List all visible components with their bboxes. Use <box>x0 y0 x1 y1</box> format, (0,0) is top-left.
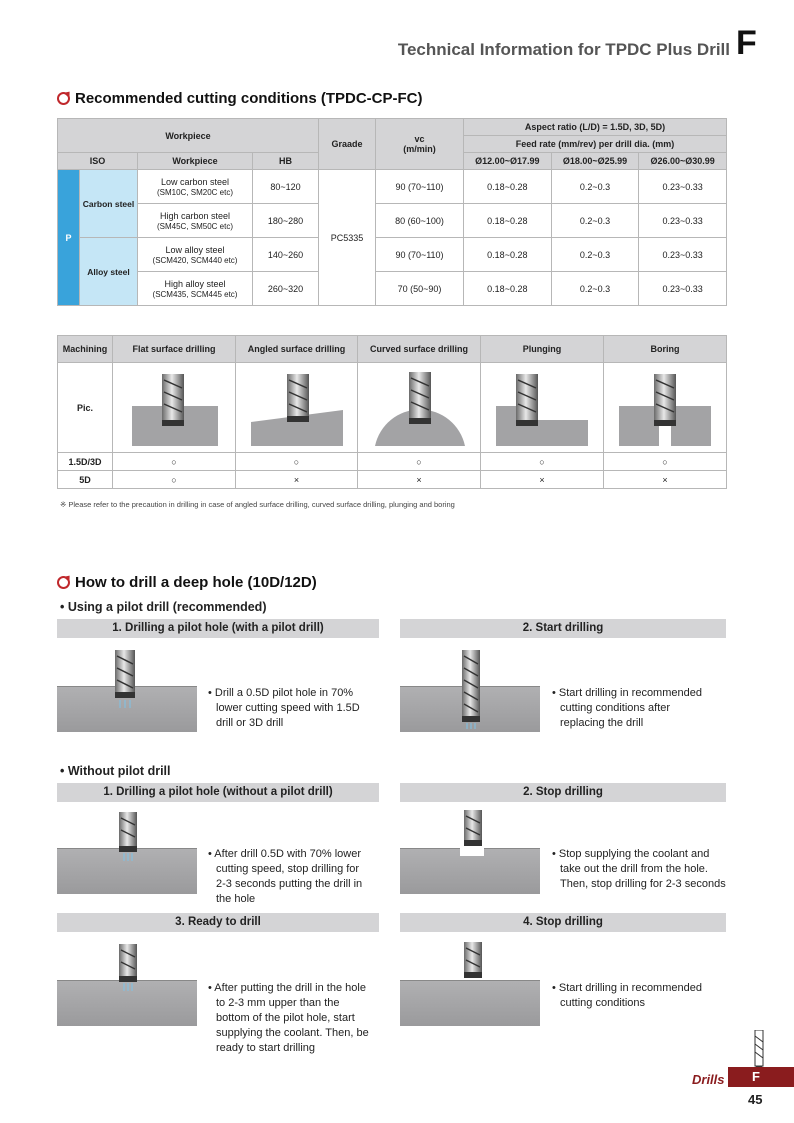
vc-cell: 70 (50~90) <box>376 272 464 306</box>
angled-drilling-image <box>236 363 358 453</box>
drill-image <box>110 650 140 710</box>
table-row <box>58 272 727 306</box>
feed-cell: 0.2~0.3 <box>551 170 639 204</box>
feed-cell: 0.18~0.28 <box>464 204 552 238</box>
step-bar: 3. Ready to drill <box>57 913 379 932</box>
feed-cell: 0.23~0.33 <box>639 204 727 238</box>
step-bar: 1. Drilling a pilot hole (without a pilot drill) <box>57 783 379 802</box>
table-row <box>58 238 727 272</box>
feed-cell: 0.23~0.33 <box>639 170 727 204</box>
step-bar: 1. Drilling a pilot hole (with a pilot drill) <box>57 619 379 638</box>
boring-image <box>604 363 727 453</box>
feed-cell: 0.23~0.33 <box>639 272 727 306</box>
th-workpiece-name: Workpiece <box>138 153 253 170</box>
step-note: • After drill 0.5D with 70% lower cutting speed, stop drilling for 2-3 seconds putting the drill in the hole <box>208 848 363 905</box>
page-number: 45 <box>748 1092 763 1107</box>
footer-section: Drills <box>692 1072 725 1087</box>
iso-p-cell: P <box>58 170 80 306</box>
drill-image <box>115 812 141 862</box>
table-row: 5D ○ × × × × <box>58 471 727 489</box>
th-flat: Flat surface drilling <box>113 336 236 363</box>
step-bar: 4. Stop drilling <box>400 913 726 932</box>
cutting-conditions-table <box>57 118 727 306</box>
table-row: 1.5D/3D ○ ○ ○ ○ ○ <box>58 453 727 471</box>
workpiece-cell: Low alloy steel (SCM420, SCM440 etc) <box>138 238 253 272</box>
feed-cell: 0.2~0.3 <box>551 204 639 238</box>
th-dia-3: Ø26.00~Ø30.99 <box>639 153 727 170</box>
drill-tab-icon <box>752 1030 766 1070</box>
alloy-steel-cell: Alloy steel <box>80 238 138 306</box>
th-vc: vc (m/min) <box>376 119 464 170</box>
th-dia-1: Ø12.00~Ø17.99 <box>464 153 552 170</box>
drill-image <box>456 650 486 730</box>
drill-image <box>115 944 141 992</box>
step-bar: 2. Start drilling <box>400 619 726 638</box>
drill-image <box>460 942 486 986</box>
th-feed: Feed rate (mm/rev) per drill dia. (mm) <box>464 136 727 153</box>
machining-table <box>57 335 727 489</box>
plunging-image <box>481 363 604 453</box>
step-note: • Start drilling in recommended cutting conditions after replacing the drill <box>552 687 702 729</box>
table-note: ※ Please refer to the precaution in drilling in case of angled surface drilling, curved surface drilling, plunging and boring <box>60 500 455 509</box>
subsection-no-pilot: • Without pilot drill <box>60 764 171 778</box>
section-title-deep-hole: How to drill a deep hole (10D/12D) <box>57 574 317 591</box>
feed-cell: 0.18~0.28 <box>464 272 552 306</box>
drill-image <box>460 810 486 854</box>
th-machining: Machining <box>58 336 113 363</box>
carbon-steel-cell: Carbon steel <box>80 170 138 238</box>
table-row <box>58 170 727 204</box>
pic-label: Pic. <box>58 363 113 453</box>
footer-tab: F <box>728 1067 794 1087</box>
step-bar: 2. Stop drilling <box>400 783 726 802</box>
step-note: • Start drilling in recommended cutting conditions <box>552 982 702 1009</box>
hb-cell: 260~320 <box>253 272 319 306</box>
feed-cell: 0.2~0.3 <box>551 238 639 272</box>
step-note: • After putting the drill in the hole to 2-3 mm upper than the bottom of the pilot hole, start supplying the coolant. Then, be ready to start drilling <box>208 982 369 1054</box>
section-letter: F <box>736 24 757 62</box>
flat-drilling-image <box>113 363 236 453</box>
hb-cell: 80~120 <box>253 170 319 204</box>
step-note: • Stop supplying the coolant and take out the drill from the hole. Then, stop drilling for 2-3 seconds <box>552 848 726 890</box>
th-boring: Boring <box>604 336 727 363</box>
step-note: • Drill a 0.5D pilot hole in 70% lower cutting speed with 1.5D drill or 3D drill <box>208 687 360 729</box>
table-row <box>58 204 727 238</box>
feed-cell: 0.18~0.28 <box>464 238 552 272</box>
vc-cell: 90 (70~110) <box>376 238 464 272</box>
workpiece-block-image <box>400 980 540 1026</box>
hb-cell: 140~260 <box>253 238 319 272</box>
th-hb: HB <box>253 153 319 170</box>
th-dia-2: Ø18.00~Ø25.99 <box>551 153 639 170</box>
feed-cell: 0.2~0.3 <box>551 272 639 306</box>
grade-cell: PC5335 <box>319 170 376 306</box>
workpiece-cell: High carbon steel (SM45C, SM50C etc) <box>138 204 253 238</box>
hb-cell: 180~280 <box>253 204 319 238</box>
arrow-bullet-icon <box>57 92 70 105</box>
section-title-cutting: Recommended cutting conditions (TPDC-CP-FC) <box>57 90 423 107</box>
vc-cell: 90 (70~110) <box>376 170 464 204</box>
subsection-pilot: • Using a pilot drill (recommended) <box>60 600 267 614</box>
th-workpiece: Workpiece <box>58 119 319 153</box>
workpiece-cell: Low carbon steel (SM10C, SM20C etc) <box>138 170 253 204</box>
feed-cell: 0.18~0.28 <box>464 170 552 204</box>
th-angled: Angled surface drilling <box>236 336 358 363</box>
feed-cell: 0.23~0.33 <box>639 238 727 272</box>
arrow-bullet-icon <box>57 576 70 589</box>
th-iso: ISO <box>58 153 138 170</box>
th-grade: Graade <box>319 119 376 170</box>
vc-cell: 80 (60~100) <box>376 204 464 238</box>
th-curved: Curved surface drilling <box>358 336 481 363</box>
curved-drilling-image <box>358 363 481 453</box>
th-plunging: Plunging <box>481 336 604 363</box>
page-header-title: Technical Information for TPDC Plus Drill <box>397 40 730 59</box>
th-aspect: Aspect ratio (L/D) = 1.5D, 3D, 5D) <box>464 119 727 136</box>
workpiece-cell: High alloy steel (SCM435, SCM445 etc) <box>138 272 253 306</box>
